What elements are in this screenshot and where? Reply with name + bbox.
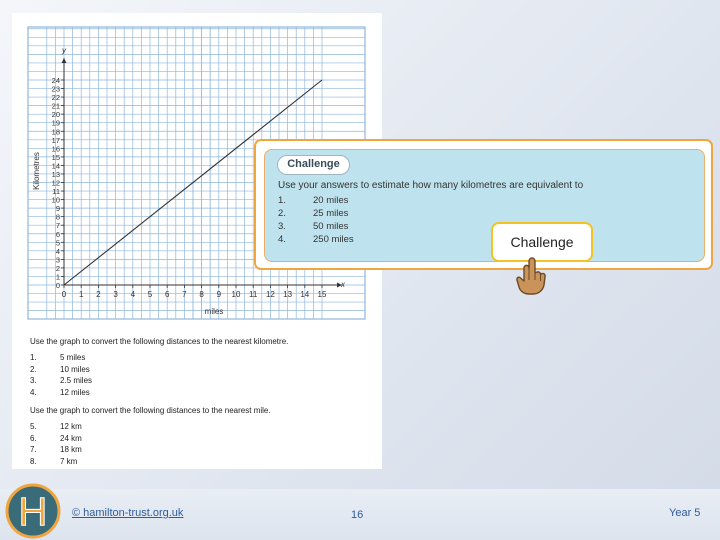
item-number: 2. <box>30 365 37 374</box>
y-tick-label: 11 <box>52 187 60 197</box>
x-tick-label: 8 <box>199 290 204 299</box>
item-text: 20 miles <box>313 195 349 206</box>
challenge-intro: Use your answers to estimate how many kilometres are equivalent to <box>278 180 584 191</box>
item-text: 12 miles <box>60 388 90 397</box>
y-tick-label: 7 <box>55 221 60 231</box>
y-tick-label: 12 <box>51 178 60 188</box>
x-tick-label: 7 <box>182 290 187 299</box>
item-text: 5 miles <box>60 353 86 362</box>
challenge-tab-label: Challenge <box>277 155 350 175</box>
list-item <box>30 353 85 362</box>
item-number: 6. <box>30 434 37 443</box>
item-text: 2.5 miles <box>60 376 93 385</box>
y-tick-label: 10 <box>51 195 60 205</box>
item-number: 5. <box>30 422 37 431</box>
x-tick-label: 14 <box>300 290 310 299</box>
list-item <box>278 208 348 219</box>
item-text: 25 miles <box>313 208 349 219</box>
x-tick-label: 0 <box>61 290 67 299</box>
item-text: 250 miles <box>313 234 354 245</box>
x-tick-label: 15 <box>317 290 327 299</box>
y-tick-label: 15 <box>51 152 60 162</box>
item-text: 50 miles <box>313 221 349 232</box>
item-text: 10 miles <box>60 365 90 374</box>
y-tick-label: 24 <box>51 76 60 85</box>
list-item <box>30 422 82 431</box>
challenge-box <box>264 149 705 262</box>
y-axis-letter: y <box>62 46 66 55</box>
x-tick-label: 6 <box>164 290 170 299</box>
item-number: 3. <box>30 376 37 385</box>
item-number: 4. <box>278 234 286 245</box>
y-tick-label: 18 <box>51 127 60 137</box>
x-tick-label: 10 <box>231 290 241 299</box>
item-number: 1. <box>278 195 286 206</box>
y-tick-label: 6 <box>55 229 60 239</box>
list-item <box>30 457 77 466</box>
x-axis-label: miles <box>204 307 224 316</box>
hand-pointer-icon <box>515 256 547 296</box>
challenge-button[interactable]: Challenge <box>491 222 593 262</box>
copyright-link[interactable]: © hamilton-trust.org.uk <box>72 507 184 519</box>
x-tick-label: 2 <box>96 290 101 299</box>
item-text: 7 km <box>60 457 78 466</box>
x-tick-label: 9 <box>216 290 222 299</box>
x-axis-letter: x <box>341 280 345 289</box>
x-tick-label: 3 <box>113 290 118 299</box>
y-tick-label: 1 <box>55 272 60 282</box>
list-item <box>30 388 90 397</box>
item-text: 12 km <box>60 422 82 431</box>
y-tick-label: 0 <box>55 281 60 290</box>
x-tick-label: 1 <box>78 290 84 299</box>
item-number: 4. <box>30 388 37 397</box>
y-tick-label: 9 <box>55 204 60 214</box>
y-tick-label: 2 <box>55 263 60 273</box>
list-item <box>278 221 348 232</box>
y-axis-arrow <box>62 58 67 63</box>
y-tick-label: 5 <box>55 238 60 248</box>
item-number: 8. <box>30 457 37 466</box>
y-tick-label: 16 <box>51 144 60 154</box>
hamilton-logo <box>4 482 62 540</box>
item-text: 24 km <box>60 434 82 443</box>
section2-instruction: Use the graph to convert the following distances to the nearest mile. <box>30 406 271 415</box>
page-number: 16 <box>351 509 364 521</box>
item-number: 7. <box>30 445 37 454</box>
logo-letter: H <box>18 490 48 534</box>
y-tick-label: 17 <box>51 135 60 145</box>
item-number: 2. <box>278 208 286 219</box>
y-tick-label: 13 <box>51 169 60 179</box>
challenge-panel <box>254 139 713 270</box>
y-tick-label: 3 <box>55 255 60 265</box>
y-tick-label: 20 <box>51 110 60 120</box>
y-tick-label: 4 <box>55 246 60 256</box>
year-label: Year 5 <box>669 507 701 519</box>
list-item <box>30 365 90 374</box>
y-tick-label: 8 <box>55 212 60 222</box>
section1-instruction: Use the graph to convert the following distances to the nearest kilometre. <box>30 337 289 346</box>
x-tick-label: 11 <box>249 290 258 299</box>
item-text: 18 km <box>60 445 82 454</box>
y-tick-label: 23 <box>51 84 60 94</box>
list-item <box>278 195 348 206</box>
y-axis-label: Kilometres <box>32 152 41 190</box>
x-tick-label: 12 <box>265 290 275 299</box>
list-item <box>30 376 92 385</box>
list-item <box>30 434 82 443</box>
y-tick-label: 22 <box>51 93 60 103</box>
y-tick-label: 21 <box>51 101 60 111</box>
y-tick-label: 14 <box>51 161 60 171</box>
x-tick-label: 5 <box>147 290 153 299</box>
list-item <box>30 445 82 454</box>
item-number: 3. <box>278 221 286 232</box>
y-tick-label: 19 <box>51 118 60 128</box>
list-item <box>278 234 354 245</box>
item-number: 1. <box>30 353 37 362</box>
x-tick-label: 4 <box>130 290 136 299</box>
x-tick-label: 13 <box>283 290 293 299</box>
